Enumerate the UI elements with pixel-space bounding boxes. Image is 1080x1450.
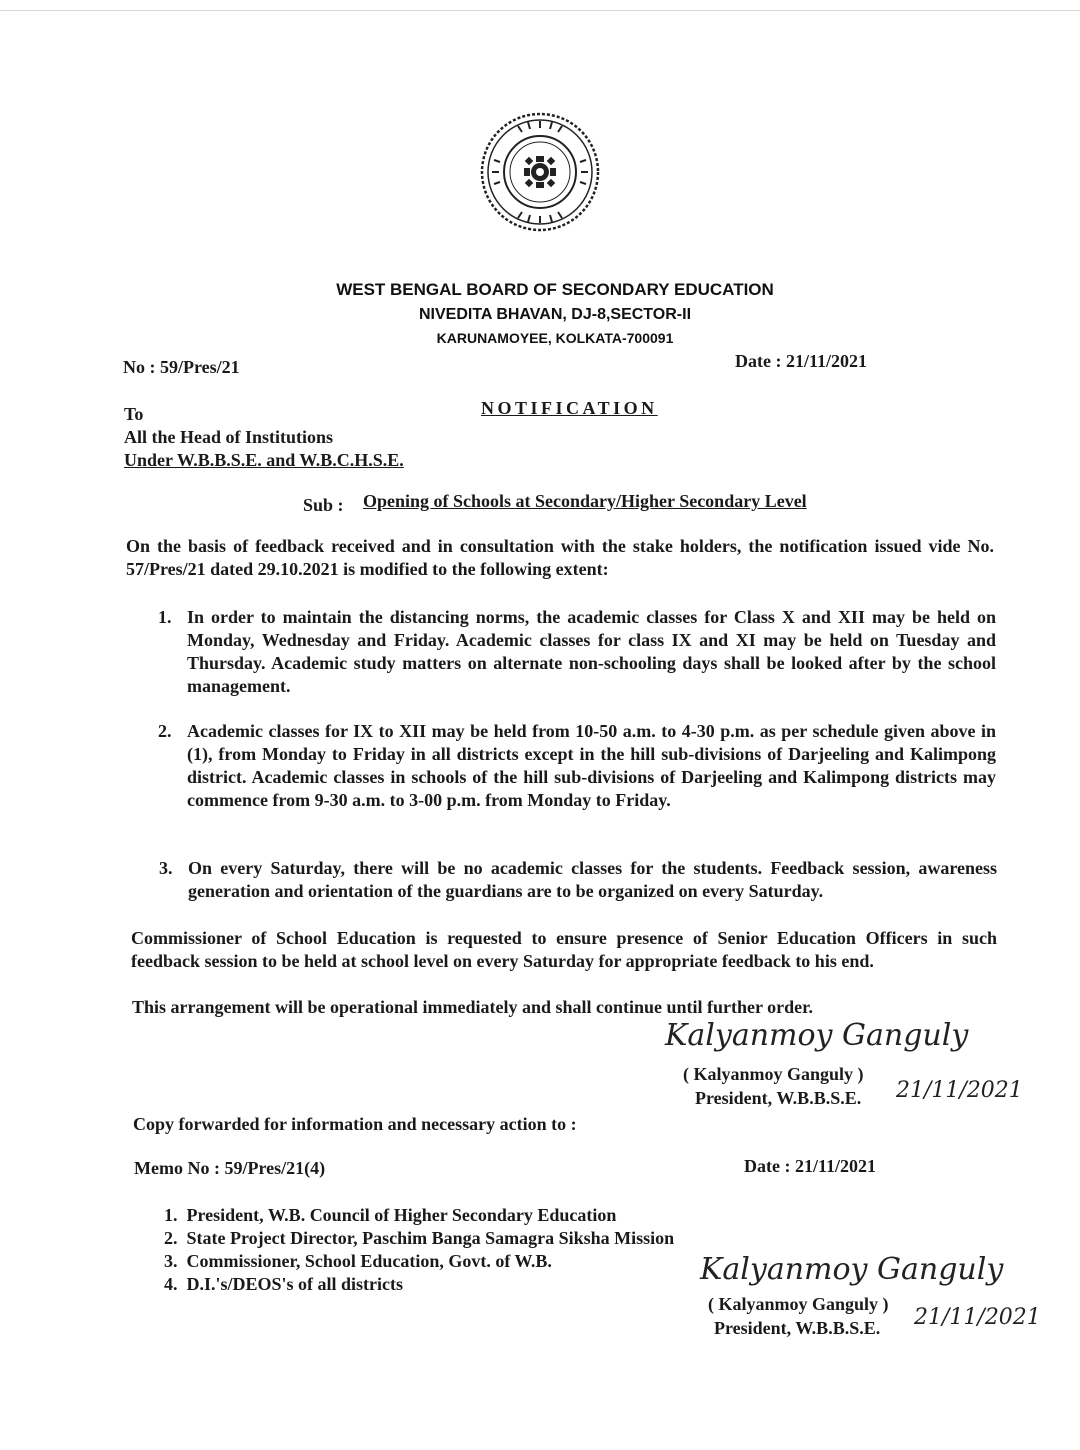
list-item-number: 4. — [164, 1274, 178, 1294]
handwritten-signature: Kalyanmoy Ganguly — [700, 1252, 1004, 1287]
commissioner-paragraph: Commissioner of School Education is requested to ensure presence of Senior Education Officers in such feedback session to be held at school level on every Saturday for appropriate feedback to his end. — [131, 928, 997, 971]
list-item-text: In order to maintain the distancing norms, the academic classes for Class X and XII may be held on Monday, Wednesday and Friday. Academic classes for class IX and XI may be held on Tuesday and Thursday. Academic study matters on alternate non-schooling days shall be looked after by the school management. — [187, 607, 996, 696]
list-item-number: 3. — [164, 1251, 178, 1271]
subject-label: Sub : — [303, 495, 344, 515]
list-item-text: President, W.B. Council of Higher Secondary Education — [186, 1205, 617, 1225]
signatory-name: ( Kalyanmoy Ganguly ) — [683, 1064, 864, 1084]
memo-date: Date : 21/11/2021 — [744, 1156, 876, 1176]
document-title: NOTIFICATION — [481, 398, 658, 418]
list-item-number: 3. — [159, 858, 173, 878]
notification-date: Date : 21/11/2021 — [735, 351, 867, 371]
list-item — [159, 857, 997, 905]
list-item-text: Commissioner, School Education, Govt. of W.B. — [186, 1251, 552, 1271]
signatory-title: President, W.B.B.S.E. — [714, 1318, 881, 1338]
recipient-line2: Under W.B.B.S.E. and W.B.C.H.S.E. — [124, 450, 404, 470]
subject-text: Opening of Schools at Secondary/Higher Secondary Level — [363, 491, 807, 511]
list-item-text: D.I.'s/DEOS's of all districts — [186, 1274, 404, 1294]
list-item-number: 1. — [158, 607, 172, 627]
recipient-to: To — [124, 404, 144, 424]
copy-heading: Copy forwarded for information and necessary action to : — [133, 1114, 577, 1134]
board-seal-icon — [478, 110, 602, 234]
list-item — [158, 606, 996, 700]
signatory-title: President, W.B.B.S.E. — [695, 1088, 862, 1108]
reference-number: No : 59/Pres/21 — [123, 357, 240, 377]
list-item — [164, 1273, 764, 1296]
handwritten-date: 21/11/2021 — [896, 1078, 1023, 1103]
board-address-line2: KARUNAMOYEE, KOLKATA-700091 — [436, 330, 674, 346]
list-item — [164, 1204, 764, 1227]
list-item-number: 1. — [164, 1205, 178, 1225]
list-item-text: On every Saturday, there will be no academic classes for the students. Feedback session, awareness generation and orientation of the guardians are to be organized on every Saturday. — [188, 858, 997, 901]
list-item-text: State Project Director, Paschim Banga Samagra Siksha Mission — [186, 1228, 675, 1248]
recipient-line1: All the Head of Institutions — [124, 427, 334, 447]
closing-statement: This arrangement will be operational immediately and shall continue until further order. — [132, 997, 814, 1017]
list-item-number: 2. — [158, 721, 172, 741]
signatory-name: ( Kalyanmoy Ganguly ) — [708, 1294, 889, 1314]
list-item-text: Academic classes for IX to XII may be held from 10-50 a.m. to 4-30 p.m. as per schedule given above in (1), from Monday to Friday in all districts except in the hill sub-divisions of Darjeeling and Kalimpong district. Academic classes in schools of the hill sub-divisions of Darjeeling and Kalimpong districts may commence from 9-30 a.m. to 3-00 p.m. from Monday to Friday. — [187, 721, 996, 810]
page-edge — [0, 10, 1080, 11]
handwritten-signature: Kalyanmoy Ganguly — [665, 1018, 969, 1053]
intro-paragraph: On the basis of feedback received and in consultation with the stake holders, the notification issued vide No. 57/Pres/21 dated 29.10.2021 is modified to the following extent: — [126, 536, 994, 579]
handwritten-date: 21/11/2021 — [914, 1305, 1041, 1330]
board-address-line1: NIVEDITA BHAVAN, DJ-8,SECTOR-II — [418, 306, 692, 323]
list-item — [164, 1227, 764, 1250]
list-item-number: 2. — [164, 1228, 178, 1248]
list-item — [158, 720, 996, 838]
memo-number: Memo No : 59/Pres/21(4) — [134, 1158, 326, 1178]
list-item — [164, 1250, 764, 1273]
copy-list — [164, 1204, 764, 1296]
board-name: WEST BENGAL BOARD OF SECONDARY EDUCATION — [336, 280, 774, 299]
